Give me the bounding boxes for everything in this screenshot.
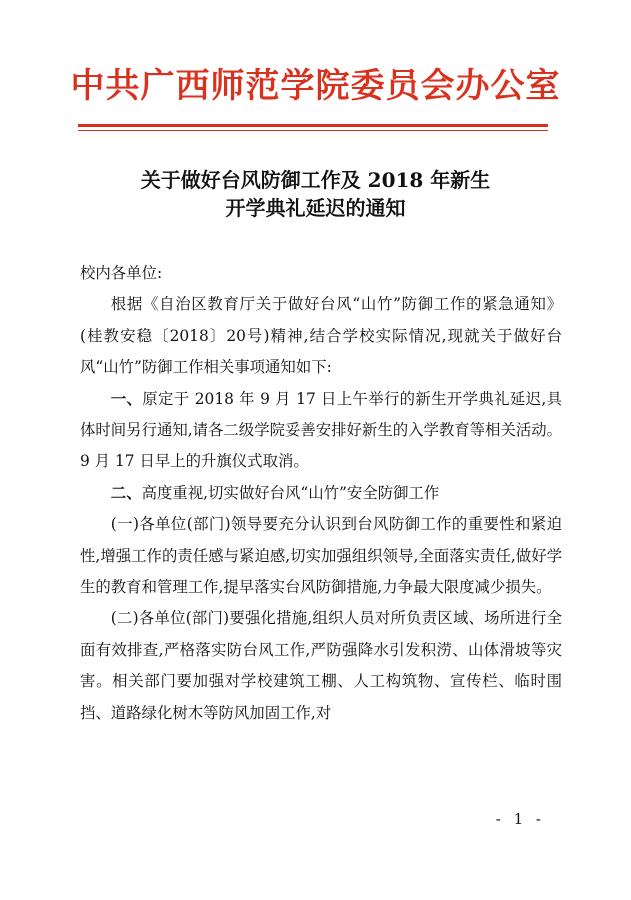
header-red-rule-thin [78, 130, 548, 131]
notice-body [80, 258, 562, 729]
notice-title-line-1: 关于做好台风防御工作及 2018 年新生 [140, 168, 491, 192]
item-2-number: 二、 [110, 483, 142, 502]
salutation: 校内各单位: [80, 264, 163, 282]
paragraph-intro: 根据《自治区教育厅关于做好台风“山竹”防御工作的紧急通知》(桂教安稳〔2018〕20号)精神,结合学校实际情况,现就关于做好台风“山竹”防御工作相关事项通知如下: [80, 295, 562, 377]
paragraph-item-2 [80, 478, 562, 509]
header-red-rule-thick [78, 124, 548, 127]
office-header-title: 中共广西师范学院委员会办公室 [70, 66, 561, 106]
item-1-text: 原定于 2018 年 9 月 17 日上午举行的新生开学典礼延迟,具体时间另行通知,请各二级学院妥善安排好新生的入学教育等相关活动。9 月 17 日早上的升旗仪式取消。 [80, 389, 563, 471]
page-number: - 1 - [495, 810, 545, 828]
notice-title-line-2: 开学典礼延迟的通知 [225, 196, 406, 220]
paragraph-item-1 [80, 384, 562, 478]
notice-title [0, 166, 631, 222]
paragraph-subitem-2: (二)各单位(部门)要强化措施,组织人员对所负责区域、场所进行全面有效排查,严格落实防台风工作,严防强降水引发积涝、山体滑坡等灾害。相关部门要加强对学校建筑工棚、人工构筑物、宣传栏、临时围挡、道路绿化树木等防风加固工作,对 [80, 609, 562, 722]
paragraph-subitem-1: (一)各单位(部门)领导要充分认识到台风防御工作的重要性和紧迫性,增强工作的责任感与紧迫感,切实加强组织领导,全面落实责任,做好学生的教育和管理工作,提早落实台风防御措施,力争最大限度减少损失。 [80, 515, 562, 597]
item-2-text: 高度重视,切实做好台风“山竹”安全防御工作 [141, 483, 440, 502]
item-1-number: 一、 [110, 389, 143, 408]
